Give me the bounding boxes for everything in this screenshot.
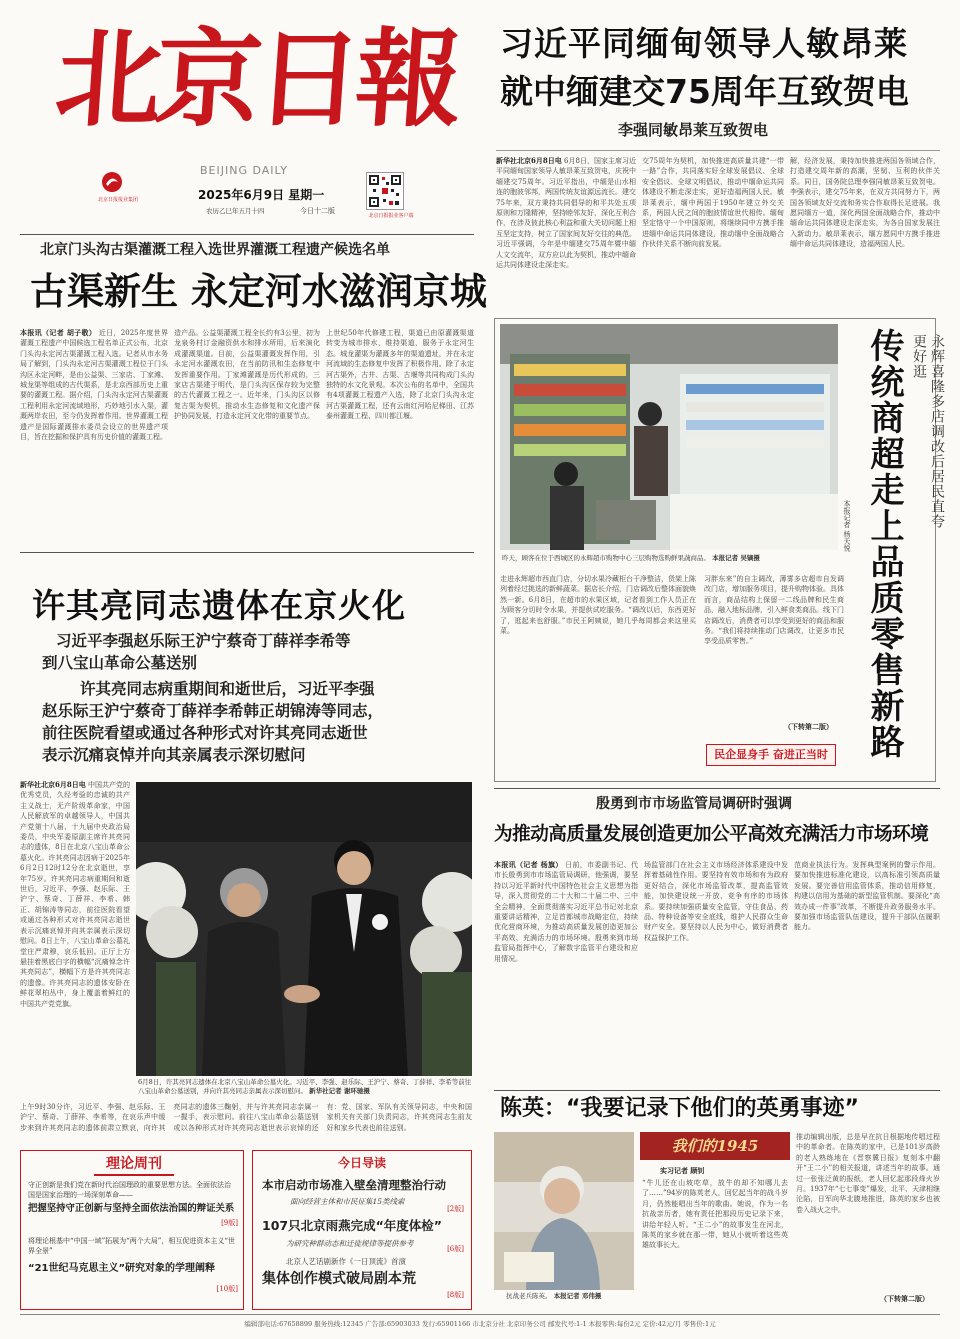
guide-item-2[interactable]: 107只北京雨燕完成“年度体检” bbox=[262, 1218, 443, 1233]
lead-col-3: 解，经济发展，秉持加快推进两国各领域合作，打造建交周年新的高潮，坚韧、互利的伙伴关系。同日，国务院总理李强同敏昂莱互致贺电。李强表示，建交75年来，在双方共同努力下，两国各领域友好交流和务实合作取得长足进展。我愿同缅方一道，深化两国全面战略合作，推动中缅命运共同体建设走深走实，为各自国家发展注入新动力。敏昂莱表示，缅方愿同中方携手推进缅中命运共同体建设，造福两国人民。 bbox=[790, 157, 940, 249]
funeral-sub-1: 习近平李强赵乐际王沪宁蔡奇丁薛祥李希等 bbox=[56, 632, 351, 650]
lead-col-2: 交75周年为契机，加快推进高质量共建“一带一路”合作，共同落实好全球发展倡议、全球安全倡议、全球文明倡议，推动中缅命运共同体建设不断走深走实，更好造福两国人民。敏昂莱表示，缅中两国于1950年建立外交关系，两国人民之间的胞波情谊世代相传。缅甸坚定恪守一个中国原则，将继续同中方携手推进缅中命运共同体建设，推动缅中全面战略合作伙伴关系不断向前发展。 bbox=[642, 157, 784, 249]
chenying-banner bbox=[640, 1132, 790, 1160]
funeral-photo bbox=[136, 782, 472, 1076]
theory-line-2: 将理论根基中“中国一域”拓展为“两个大局”，相互促进资本主义“世界全景” bbox=[28, 1237, 235, 1255]
funeral-sub-3: 许其亮同志病重期间和逝世后，习近平李强 bbox=[80, 680, 375, 698]
funeral-byline: 新华社北京6月8日电 bbox=[20, 780, 86, 789]
chenying-headline: 陈英：“我要记录下他们的英勇事迹” bbox=[500, 1096, 859, 1121]
issue-date: 2025年6月9日 星期一 bbox=[198, 188, 325, 202]
theory-title-1[interactable]: 把握坚持守正创新与坚持全面依法治国的辩证关系 bbox=[28, 1203, 235, 1214]
market-text-1: 日前，市委副书记、代市长殷勇到市市场监管局调研，他强调，要坚持以习近平新时代中国特色社会主义思想为指导，深入贯彻党的二十大和二十届二中、三中全会精神，全面贯彻落实习近平总书记对北京重要讲话精神，立足首都城市战略定位，持续优化营商环境，为推动高质量发展创造更加公平高效、充满活力的市场环境。殷勇来到市场监管局指挥中心，了解数字监管平台建设和应用情况。 bbox=[494, 861, 638, 963]
lead-subhead: 李强同敏昂莱互致贺电 bbox=[618, 121, 769, 139]
market-byline: 本报讯（记者 杨旗） bbox=[494, 860, 563, 869]
theory-banner: 理论周刊 bbox=[94, 1154, 174, 1176]
lead-col-1 bbox=[496, 156, 636, 296]
chenying-caption bbox=[506, 1292, 636, 1301]
canal-col-3: 上世纪50年代修建工程，渠道已由原灌溉渠道转变为城市排水，维持渠道，服务于永定河生态。城龙灌渠为灌溉多年的渠道遗址，并在永定河流域的生态修复中发挥了积极作用。除了永定河古渠外，古井、古渠、古堰等共同构成门头沟独特的水文化景观。本次公布的名单中，全国共有4项灌溉工程遗产入选，除了北京门头沟永定河古渠灌溉工程，还有云南红河哈尼梯田、江苏泰州灌溉工程、四川都江堰。 bbox=[326, 329, 474, 421]
funeral-sub-5: 前往医院看望或通过各种形式对许其亮同志逝世 bbox=[42, 724, 368, 742]
market-col-2: 场监管部门在社会主义市场经济体系建设中发挥着基础性作用。要坚持有效市场和有为政府更好结合，深化市场监管改革，提高监管效能，加快建设统一开放、竞争有序的市场体系。要持续加强质量安全监管，守住食品、药品、特种设备等安全底线，维护人民群众生命财产安全。要坚持以人民为中心，做好消费者权益保护工作。 bbox=[644, 861, 788, 942]
retail-slogan: 民企显身手 奋进正当时 bbox=[706, 744, 836, 766]
page-footer: 编辑部电话:67658899 服务热线:12345 广告部:65903033 发行:65901166 市北京分社 北京印务公司 邮发代号:1-1 本报零售:每份2元 定价:42元/月 零售价:1元 bbox=[244, 1320, 716, 1328]
divider bbox=[20, 1314, 940, 1315]
funeral-tail: 上午9时30分许，习近平、李强、赵乐际、王沪宁、蔡奇、丁薛祥、李希等，在哀乐声中缓步来到许其亮同志的遗体前肃立默哀，向许其亮同志的遗体三鞠躬，并与许其亮同志亲属一一握手，表示慰问。前往八宝山革命公墓送别或以各种形式对许其亮同志逝世表示哀悼的还有：党、国家、军队有关领导同志，中央和国家机关有关部门负责同志，许其亮同志生前友好和家乡代表也前往送别。 bbox=[20, 1103, 472, 1132]
app-label: 北京日报报业客户端 bbox=[368, 213, 414, 219]
guide-item-3-pre: 北京人艺话剧新作《一日顶流》首演 bbox=[286, 1257, 406, 1266]
theory-page-2[interactable]: [10版] bbox=[216, 1285, 238, 1293]
logo-pinyin: BEIJING DAILY bbox=[200, 164, 288, 177]
lead-byline: 新华社北京6月8日电 bbox=[496, 156, 562, 165]
market-kicker: 殷勇到市市场监管局调研时强调 bbox=[596, 796, 792, 812]
funeral-credit: 新华社记者 谢环驰摄 bbox=[309, 1087, 370, 1095]
funeral-headline: 许其亮同志遗体在京火化 bbox=[32, 586, 406, 625]
page-count: 今日十二版 bbox=[300, 207, 335, 215]
canal-headline: 古渠新生 永定河水滋润京城 bbox=[30, 270, 487, 313]
divider bbox=[494, 1090, 940, 1091]
group-emblem-icon bbox=[100, 170, 124, 194]
guide-page-3[interactable]: [8版] bbox=[447, 1291, 464, 1299]
retail-caption-text: 昨天，顾客在位于西城区的永辉超市购物中心三层购物选购鲜果蔬商品。 bbox=[502, 554, 710, 562]
funeral-col-1 bbox=[20, 780, 130, 1092]
market-headline: 为推动高质量发展创造更加公平高效充满活力市场环境 bbox=[494, 824, 929, 845]
theory-title-2[interactable]: “21世纪马克思主义”研究对象的学理阐释 bbox=[28, 1263, 216, 1274]
chenying-col-2: 推动编辑出版，总是早在抗日根据地传唱过程中的革命者。在陈英的家中，已是101岁高龄的老人熟练地在《晋察冀日报》复刻本中翻开“王二小”的相关报道，讲述当年的故事。通过一张张泛黄的报纸，老人回忆起那段烽火岁月。1937年“七七事变”爆发，北平、天津相继沦陷，日军向华北腹地推进，陈英的家乡也被卷入战火之中。 bbox=[796, 1133, 940, 1214]
chenying-footer: （下转第二版） bbox=[880, 1294, 929, 1303]
guide-page-1[interactable]: [2版] bbox=[447, 1205, 464, 1213]
canal-col-2: 造产品。公益渠灌溉工程全长约有3公里，初为龙泉务村订金融资供水和排水所用，后来演化成灌溉渠道。目前，公益渠灌溉发挥作用，引永定河水灌溉农田，在当前防汛和生态修复中发挥重要作用。丁家滩灌溉是历代形成的，三家店古渠建于明代，是门头沟区保存较为完整的古代灌溉工程之一。近年来，门头沟区以修复古渠为契机，推动水生态修复和文化遗产保护协同发展，打造永定河文化带的重要节点。 bbox=[174, 329, 320, 421]
retail-credit: 本报记者 吴镝摄 bbox=[712, 554, 760, 562]
chenying-credit: 本报记者 邓伟摄 bbox=[553, 1292, 602, 1300]
funeral-caption-text: 6月8日，许其亮同志遗体在北京八宝山革命公墓火化。习近平、李强、赵乐际、王沪宁、蔡奇、丁薛祥、李希等前往八宝山革命公墓送别，并向许其亮同志亲属表示深切慰问。 bbox=[138, 1078, 472, 1095]
chenying-photo bbox=[494, 1132, 634, 1290]
retail-col-2: 习胖东来”的自主调改，薄雾多店超市自发调改门店，增加服务项目，提升购物体验。具体而言，商品结构上保留一二线品牌和民生商品，融入地标品牌，引入鲜食类商品。线下门店调改后，消费者可以享受到更好的商品和服务。“我们将持续推动门店调改，让更多市民享受品质零售。” bbox=[704, 575, 844, 646]
guide-item-3[interactable]: 集体创作模式破局剧本荒 bbox=[262, 1271, 416, 1287]
retail-reporter: 本报记者 杨天悦 bbox=[843, 500, 851, 552]
qr-code-icon[interactable] bbox=[366, 172, 404, 210]
canal-byline: 本报讯（记者 胡子敬） bbox=[20, 328, 97, 337]
lead-text-1: 6月8日，国家主席习近平同缅甸国家领导人敏昂莱互致贺电，庆祝中缅建交75周年。习近平指出，中缅是山水相连的胞波邻邦，两国传统友谊源远流长。建交75年来，双方秉持共同倡导的和平共处五项原则和万隆精神，坚持睦邻友好，深化互利合作，在涉及彼此核心利益和重大关切问题上相互坚定支持，树立了国家间友好交往的典范。习近平强调，今年是中缅建交75周年暨中缅人文交流年，双方应以此为契机，推动中缅命运共同体建设走深走实。 bbox=[496, 157, 636, 270]
retail-photo bbox=[500, 324, 838, 550]
funeral-sub-2: 到八宝山革命公墓送别 bbox=[42, 654, 198, 672]
lead-headline-2: 就中缅建交75周年互致贺电 bbox=[500, 72, 909, 111]
chenying-caption-text: 抗战老兵陈英。 bbox=[506, 1292, 552, 1300]
funeral-sub-6: 表示沉痛哀悼并向其亲属表示深切慰问 bbox=[42, 746, 306, 764]
newspaper-logo: 北京日報 bbox=[51, 16, 461, 141]
retail-footer: （下转第二版） bbox=[784, 722, 833, 731]
retail-vertical-sub: 永辉喜隆多店调改后居民直夸更好逛 bbox=[911, 334, 945, 529]
retail-vertical-title: 传统商超走上品质零售新路 bbox=[864, 328, 904, 760]
guide-sub-2: 为研究种群动态和迁徙规律等提供参考 bbox=[286, 1239, 414, 1248]
divider bbox=[496, 150, 940, 151]
funeral-text-1: 中国共产党的优秀党员，久经考验的忠诚的共产主义战士，无产阶级革命家，中国人民解放军的卓越领导人，中国共产党第十八届、十九届中央政治局委员，中央军委原副主席许其亮同志的遗体，8日在北京八宝山革命公墓火化。许其亮同志因病于2025年6月2日12时12分在北京逝世，享年75岁。许其亮同志病重期间和逝世后，习近平、李强、赵乐际、王沪宁、蔡奇、丁薛祥、李希、韩正、胡锦涛等同志，前往医院看望或通过各种形式对许其亮同志逝世表示沉痛哀悼并向其亲属表示深切慰问。8日上午，八宝山革命公墓礼堂庄严肃穆，哀乐低回。正厅上方悬挂着黑底白字的横幅“沉痛悼念许其亮同志”，横幅下方是许其亮同志的遗像。许其亮同志的遗体安卧在鲜花翠柏丛中，身上覆盖着鲜红的中国共产党党旗。 bbox=[20, 781, 130, 1008]
divider bbox=[20, 552, 474, 553]
canal-col-1 bbox=[20, 328, 168, 544]
divider bbox=[20, 234, 474, 235]
market-col-1 bbox=[494, 860, 638, 1096]
guide-banner: 今日导读 bbox=[337, 1156, 386, 1170]
market-col-3: 范商业执法行为。发挥典型案例的警示作用。要加快推进标准化建设，以高标准引领高质量发展。要完善信用监管体系，推动信用修复，构建以信用为基础的新型监管机制。要深化“高效办成一件事”改革，不断提升政务服务水平。要加强市场监管队伍建设，提升干部队伍履职能力。 bbox=[794, 861, 940, 932]
theory-page-1[interactable]: [9版] bbox=[221, 1219, 238, 1227]
retail-caption bbox=[502, 554, 838, 568]
guide-item-1[interactable]: 本市启动市场准入壁垒清理整治行动 bbox=[262, 1178, 446, 1192]
funeral-sub-4: 赵乐际王沪宁蔡奇丁薛祥李希韩正胡锦涛等同志， bbox=[42, 702, 384, 720]
theory-line-1: 守正创新是我们党在新时代治国理政的重要思想方法。全面依法治国是国家治理的一场深刻革命—— bbox=[28, 1181, 231, 1199]
guide-page-2[interactable]: [6版] bbox=[447, 1245, 464, 1253]
canal-kicker: 北京门头沟古渠灌溉工程入选世界灌溉工程遗产候选名单 bbox=[40, 242, 390, 258]
retail-col-1: 走进永辉超市西直门店，分切水果冷藏柜台干净整洁，货架上陈列着经过挑选的新鲜蔬菜。据店长介绍，门店调改后整体面貌焕然一新。6月8日，在超市的水果区域，记者看到工作人员正在为顾客分切时令水果，并提供试吃服务。“调改以后，东西更好了，逛起来也舒服。”市民王阿姨说，她几乎每周都会来这里买菜。 bbox=[500, 575, 696, 636]
divider bbox=[494, 788, 940, 789]
chenying-col-1: “牛儿还在山坡吃草，放牛的却不知哪儿去了……”94岁的陈英老人，回忆起当年的战斗岁月，仍然能唱出当年的歌曲。她说，作为一名抗战亲历者，她有责任把那段历史记录下来，讲给年轻人听。“王二小”的故事发生在河北，陈英的家乡就在那一带，她从小就听着这些英雄故事长大。 bbox=[642, 1179, 788, 1250]
lead-headline-1: 习近平同缅甸领导人敏昂莱 bbox=[500, 24, 908, 63]
canal-text-1: 近日，2025年度世界灌溉工程遗产中国候选工程名单正式公布，北京门头沟永定河古渠灌溉工程入选。记者从市水务局了解到，门头沟永定河古渠灌溉工程位于门头沟区永定河畔，是由公益渠、三家店、丁家滩、城龙渠等组成的古代渠系，是北京西部历史上重要的灌溉工程。据介绍，门头沟永定河古渠灌溉工程利用永定河流域地形，巧妙地引水入渠，灌溉两岸农田，至今仍发挥着作用。世界灌溉工程遗产是国际灌溉排水委员会设立的世界遗产项目，旨在挖掘和保护具有历史价值的灌溉工程。 bbox=[20, 329, 168, 442]
lunar-date: 农历乙巳年五月十四 bbox=[206, 207, 265, 215]
guide-sub-1: 面向经营主体和市民征集15类线索 bbox=[290, 1197, 405, 1206]
group-label: 北京日报报业集团 bbox=[97, 197, 138, 203]
chenying-banner-text: 我们的1945 bbox=[671, 1137, 759, 1155]
chenying-reporter: 实习记者 顾钊 bbox=[660, 1166, 705, 1175]
